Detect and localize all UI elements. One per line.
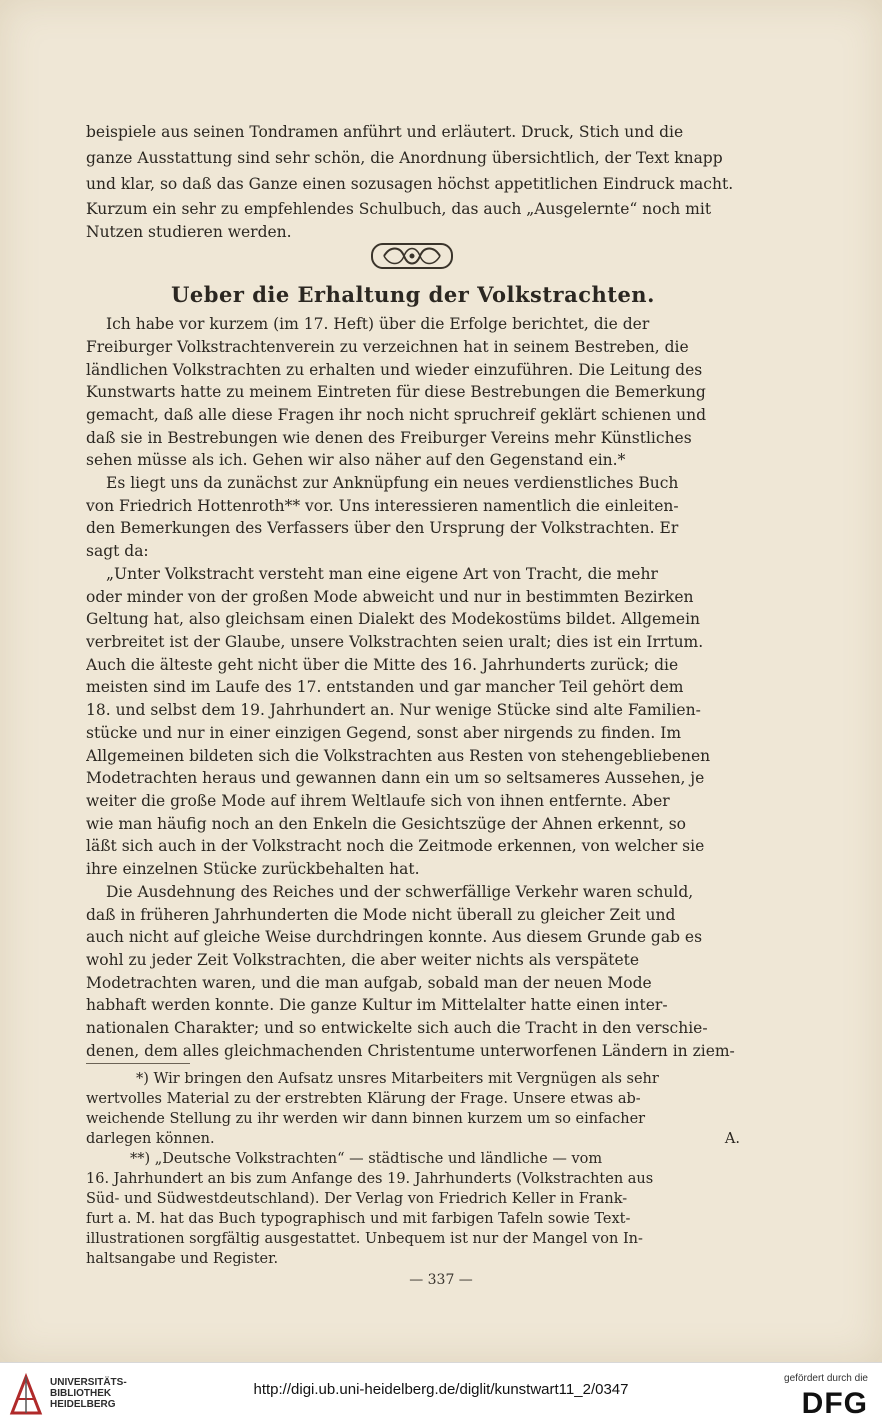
funding-label: gefördert durch die [784, 1373, 868, 1384]
text-line: beispiele aus seinen Tondramen anführt und erläutert. Druck, Stich und die [86, 123, 684, 141]
quote-line: 18. und selbst dem 19. Jahrhundert an. Nur wenige Stücke sind alte Familien- [86, 701, 701, 719]
footnote-line: illustrationen sorgfältig ausgestattet. Unbequem ist nur der Mangel von In- [86, 1231, 643, 1247]
quote-line: nationalen Charakter; und so entwickelte sich auch die Tracht in den verschie- [86, 1019, 708, 1037]
text-line: Ich habe vor kurzem (im 17. Heft) über die Erfolge berichtet, die der [106, 315, 650, 333]
text-line: Freiburger Volkstrachtenverein zu verzeichnen hat in seinem Bestreben, die [86, 338, 689, 356]
quote-line: Modetrachten waren, und die man aufgab, sobald man der neuen Mode [86, 974, 652, 992]
footnote-signature: A. [724, 1131, 740, 1147]
footnote-line: furt a. M. hat das Buch typographisch und mit farbigen Tafeln sowie Text- [86, 1211, 631, 1227]
text-line: von Friedrich Hottenroth** vor. Uns interessieren namentlich die einleiten- [86, 497, 679, 515]
dfg-logo: DFG [801, 1387, 868, 1420]
footnote-line: wertvolles Material zu der erstrebten Klärung der Frage. Unsere etwas ab- [86, 1091, 641, 1107]
text-line: daß sie in Bestrebungen wie denen des Freiburger Vereins mehr Künstliches [86, 429, 692, 447]
library-name-line: HEIDELBERG [50, 1399, 116, 1410]
text-line: Kunstwarts hatte zu meinem Eintreten für diese Bestrebungen die Bemerkung [86, 383, 706, 401]
quote-line: ihre einzelnen Stücke zurückbehalten hat. [86, 860, 420, 878]
footnote-divider [86, 1063, 190, 1064]
footnote-line: haltsangabe und Register. [86, 1251, 279, 1267]
text-line: Es liegt uns da zunächst zur Anknüpfung ein neues verdienstliches Buch [106, 474, 679, 492]
quote-line: oder minder von der großen Mode abweicht und nur in bestimmten Bezirken [86, 588, 694, 606]
footnote-line: darlegen können. [86, 1131, 215, 1147]
quote-line: Modetrachten heraus und gewannen dann ein um so seltsameres Aussehen, je [86, 769, 705, 787]
quote-line: auch nicht auf gleiche Weise durchdringen konnte. Aus diesem Grunde gab es [86, 928, 703, 946]
quote-line: meisten sind im Laufe des 17. entstanden und gar mancher Teil gehört dem [86, 678, 684, 696]
quote-line: Allgemeinen bildeten sich die Volkstrachten aus Resten von stehengebliebenen [86, 747, 711, 765]
quote-line: weiter die große Mode auf ihrem Weltlaufe sich von ihnen entfernte. Aber [86, 792, 670, 810]
quote-line: denen, dem alles gleichmachenden Christentume unterworfenen Ländern in ziem- [86, 1042, 735, 1060]
quote-line: daß in früheren Jahrhunderten die Mode nicht überall zu gleicher Zeit und [86, 906, 676, 924]
quote-line: wohl zu jeder Zeit Volkstrachten, die aber weiter nichts als verspätete [86, 951, 640, 969]
footnote-line: **) „Deutsche Volkstrachten“ — städtische und ländliche — vom [130, 1151, 603, 1167]
text-line: Kurzum ein sehr zu empfehlendes Schulbuch, das auch „Ausgelernte“ noch mit [86, 200, 712, 218]
text-line: und klar, so daß das Ganze einen sozusagen höchst appetitlichen Eindruck macht. [86, 175, 734, 193]
footnote-line: 16. Jahrhundert an bis zum Anfange des 19. Jahrhunderts (Volkstrachten aus [86, 1171, 654, 1187]
permalink-url[interactable]: http://digi.ub.uni-heidelberg.de/diglit/kunstwart11_2/0347 [253, 1381, 629, 1398]
quote-line: Die Ausdehnung des Reiches und der schwerfällige Verkehr waren schuld, [106, 883, 694, 901]
text-line: sehen müsse als ich. Gehen wir also näher auf den Gegenstand ein.* [86, 451, 626, 469]
footnote-line: weichende Stellung zu ihr werden wir dann binnen kurzem um so einfacher [86, 1111, 646, 1127]
quote-line: Geltung hat, also gleichsam einen Dialekt des Modekostüms bildet. Allgemein [86, 610, 701, 628]
quote-line: „Unter Volkstracht versteht man eine eigene Art von Tracht, die mehr [106, 565, 658, 583]
quote-line: habhaft werden konnte. Die ganze Kultur im Mittelalter hatte einen inter- [86, 996, 668, 1014]
footnote-line: *) Wir bringen den Aufsatz unsres Mitarbeiters mit Vergnügen als sehr [136, 1071, 659, 1087]
text-line: gemacht, daß alle diese Fragen ihr noch nicht spruchreif geklärt schienen und [86, 406, 707, 424]
text-line: ganze Ausstattung sind sehr schön, die Anordnung übersichtlich, der Text knapp [86, 149, 723, 167]
viewer-footer [0, 1362, 882, 1427]
quote-line: läßt sich auch in der Volkstracht noch die Zeitmode erkennen, von welcher sie [86, 837, 705, 855]
article-heading: Ueber die Erhaltung der Volkstrachten. [171, 282, 655, 307]
quote-line: wie man häufig noch an den Enkeln die Gesichtszüge der Ahnen erkennt, so [86, 815, 686, 833]
text-line: den Bemerkungen des Verfassers über den Ursprung der Volkstrachten. Er [86, 519, 679, 537]
text-line: sagt da: [86, 542, 149, 560]
text-line: Nutzen studieren werden. [86, 223, 292, 241]
quote-line: Auch die älteste geht nicht über die Mitte des 16. Jahrhunderts zurück; die [86, 656, 679, 674]
text-line: ländlichen Volkstrachten zu erhalten und wieder einzuführen. Die Leitung des [86, 361, 703, 379]
quote-line: stücke und nur in einer einzigen Gegend, sonst aber nirgends zu finden. Im [86, 724, 682, 742]
footnote-line: Süd- und Südwestdeutschland). Der Verlag von Friedrich Keller in Frank- [86, 1191, 628, 1207]
page-number: — 337 — [409, 1272, 473, 1288]
ornament-divider-icon [370, 241, 454, 271]
quote-line: verbreitet ist der Glaube, unsere Volkstrachten seien uralt; dies ist ein Irrtum. [86, 633, 704, 651]
library-name-line: BIBLIOTHEK [50, 1388, 112, 1399]
library-name-line: UNIVERSITÄTS- [50, 1377, 127, 1388]
